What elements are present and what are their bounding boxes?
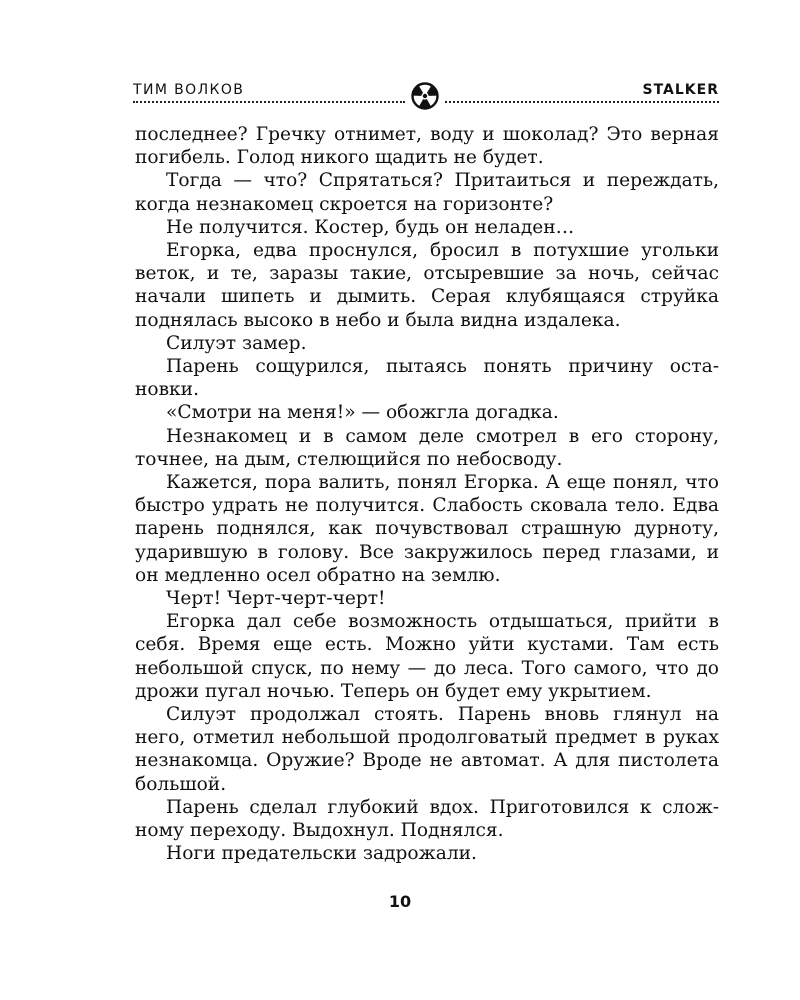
radiation-hazard-icon	[411, 82, 439, 110]
body-paragraph: «Смотри на меня!» — обожгла догадка.	[166, 402, 559, 424]
body-paragraph: Черт! Черт-черт-черт!	[166, 588, 386, 610]
body-paragraph: Парень сощурился, пытаясь понять причину остановки.	[135, 356, 719, 401]
body-paragraph: Егорка, едва проснулся, бросил в потухшие угольки веток, и те, заразы такие, отсыревшие за ночь, сейчас начали шипеть и дымить. Серая клубящаяся струйка поднялась высоко в небо и была видна издалека.	[135, 240, 719, 331]
body-paragraph: Незнакомец и в самом деле смотрел в его сторону, точнее, на дым, стелющийся по небосводу.	[135, 425, 719, 470]
header-dotted-rule-left	[133, 101, 405, 103]
body-paragraph: Силуэт замер.	[166, 332, 307, 354]
body-paragraph: Парень сделал глубокий вдох. Приготовился к сложному переходу. Выдохнул. Поднялся.	[135, 796, 719, 842]
body-paragraph: Не получится. Костер, будь он неладен…	[166, 216, 575, 238]
page-number: 10	[388, 892, 412, 911]
header-author: ТИМ ВОЛКОВ	[133, 82, 245, 98]
body-paragraph: Кажется, пора валить, понял Егорка. А еще понял, что быстро удрать не получится. Слабость сковала тело. Едва парень поднялся, как почувствовал страшную дурноту, ударившую в голову. Все закружилось перед глазами, и он медленно осел обратно на землю.	[135, 472, 719, 586]
header-dotted-rule-right	[445, 101, 719, 103]
body-paragraph: Ноги предательски задрожали.	[166, 843, 477, 865]
body-paragraph: Тогда — что? Спрятаться? Притаиться и переждать, когда незнакомец скроется на горизонте?	[135, 170, 719, 215]
running-header	[133, 80, 719, 110]
header-series-title: STALKER	[642, 82, 719, 98]
body-paragraph: последнее? Гречку отнимет, воду и шоколад? Это верная погибель. Голод никого щадить не будет.	[135, 124, 719, 169]
body-paragraph: Силуэт продолжал стоять. Парень вновь глянул на него, отметил небольшой продолговатый предмет в руках незнакомца. Оружие? Вроде не автомат. А для пистолета большой.	[135, 704, 719, 795]
body-paragraph: Егорка дал себе возможность отдышаться, прийти в себя. Время еще есть. Можно уйти кустами. Там есть небольшой спуск, по нему — до леса. Того самого, что до дрожи пугал ночью. Теперь он будет ему укрытием.	[135, 611, 719, 702]
page-body-text	[135, 123, 719, 866]
